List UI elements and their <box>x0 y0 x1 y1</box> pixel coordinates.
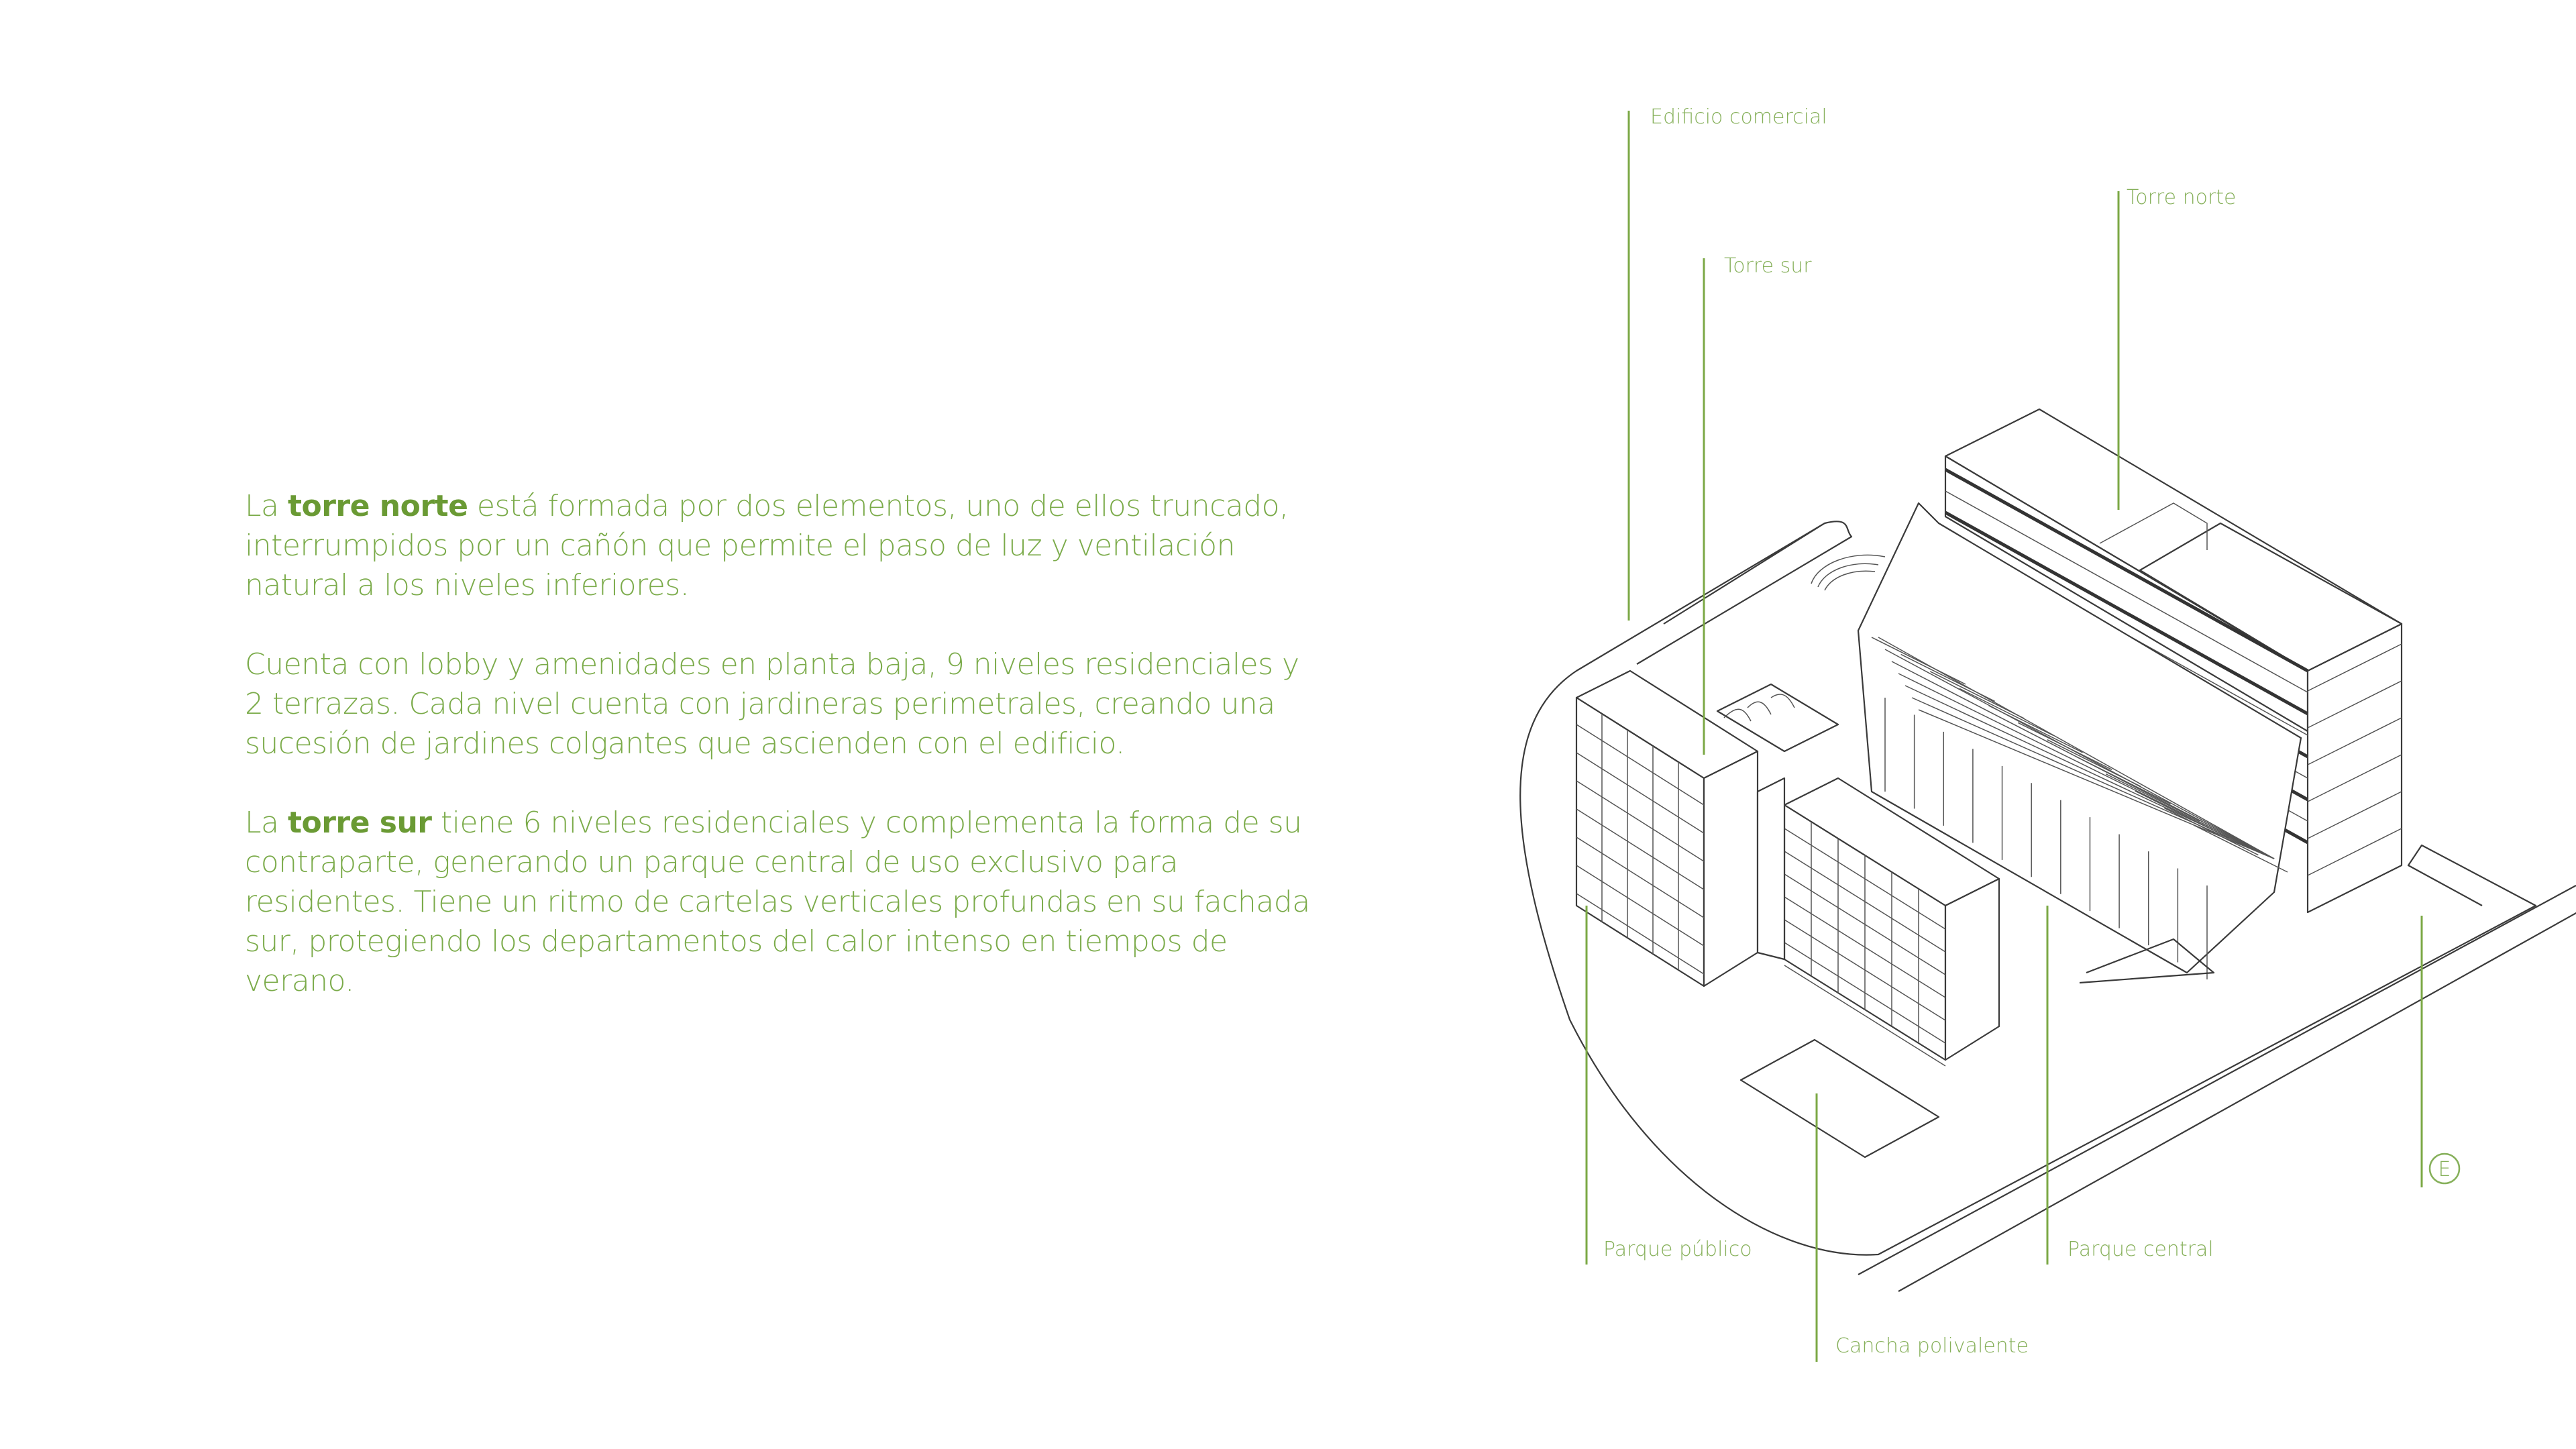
label-parque-publico: Parque público <box>1603 1238 1752 1261</box>
label-parque-central: Parque central <box>2068 1238 2214 1261</box>
label-edificio-comercial: Edificio comercial <box>1650 105 1827 129</box>
paragraph-torre-sur: La torre sur tiene 6 niveles residenciales y complementa la forma de su contraparte, generando un parque central de uso exclusivo para residentes. Tiene un ritmo de cartelas verticales profundas en su fachada sur, protegiendo los departamentos del calor intenso en tiempos de verano. <box>245 806 1310 998</box>
svg-text:E: E <box>2438 1158 2451 1181</box>
east-marker <box>2430 1154 2459 1183</box>
paragraph-amenidades: Cuenta con lobby y amenidades en planta baja, 9 niveles residenciales y 2 terrazas. Cada nivel cuenta con jardineras perimetrales, creando una sucesión de jardines colgantes que ascienden con el edificio. <box>245 647 1299 761</box>
label-torre-norte: Torre norte <box>2127 186 2237 209</box>
amphitheater <box>1811 555 1885 590</box>
label-cancha-polivalente: Cancha polivalente <box>1835 1334 2029 1358</box>
cancha-outline <box>1741 1040 1939 1157</box>
paragraph-torre-norte: La torre norte está formada por dos elementos, uno de ellos truncado, interrumpidos por un cañón que permite el paso de luz y ventilación natural a los niveles inferiores. <box>245 489 1289 602</box>
label-torre-sur: Torre sur <box>1724 254 1812 278</box>
